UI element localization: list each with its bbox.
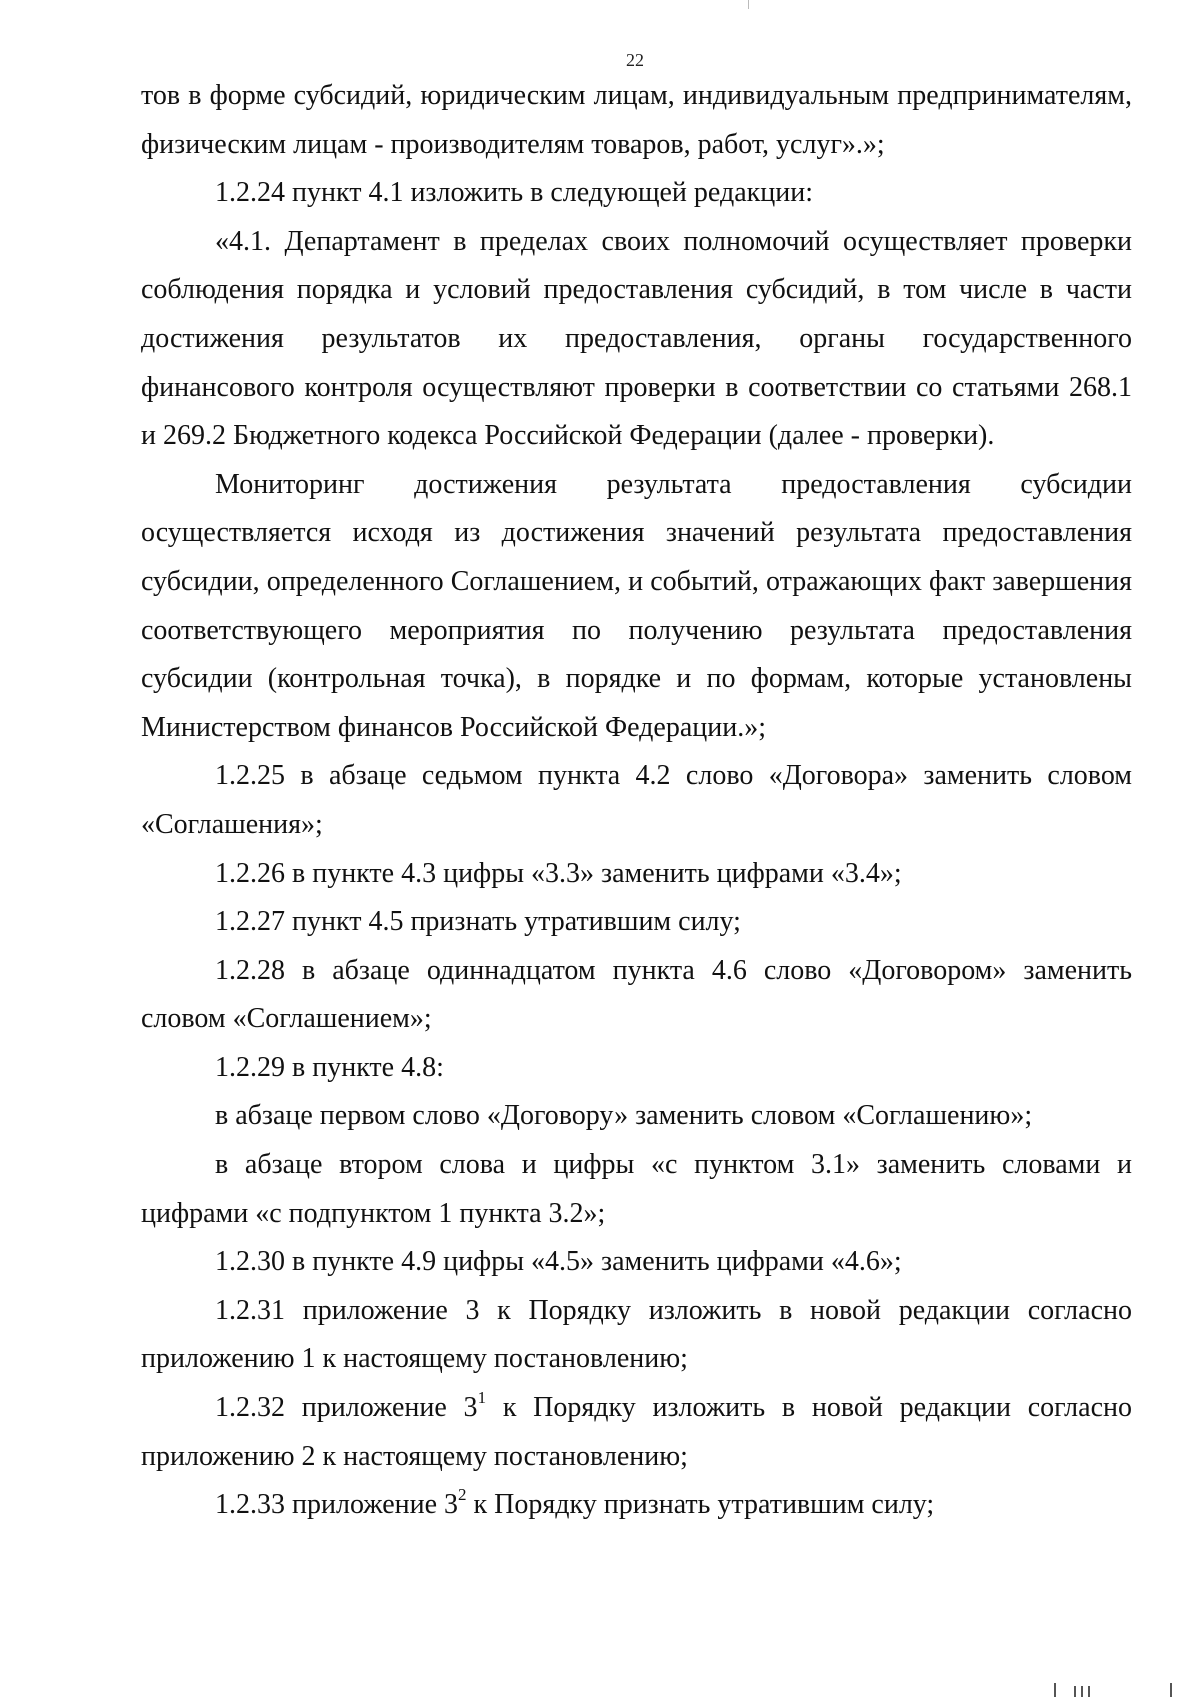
scan-artifact xyxy=(748,0,749,9)
paragraph: 1.2.25 в абзаце седьмом пункта 4.2 слово «Договора» заменить словом «Соглашения»; xyxy=(141,760,1132,840)
paragraph: 1.2.30 в пункте 4.9 цифры «4.5» заменить цифрами «4.6»; xyxy=(215,1246,902,1278)
paragraph: «4.1. Департамент в пределах своих полномочий осуществляет проверки соблюдения порядка и условий предоставления субсидий, в том числе в части достижения результатов их предоставления, органы государственного финансового контроля осуществляют проверки в соответствии со статьями 268.1 и 269.2 Бюджетного кодекса Российской Федерации (далее - проверки). xyxy=(141,225,1132,452)
paragraph: 1.2.27 пункт 4.5 признать утратившим силу; xyxy=(215,906,741,938)
paragraph: тов в форме субсидий, юридическим лицам, индивидуальным предпринимателям, физическим лицам - производителям товаров, работ, услуг».»; xyxy=(141,80,1132,160)
scan-artifact xyxy=(1054,1683,1056,1697)
scan-artifact xyxy=(1088,1686,1090,1697)
superscript: 2 xyxy=(458,1484,467,1504)
paragraph: Мониторинг достижения результата предоставления субсидии осуществляется исходя из достижения значений результата предоставления субсидии, определенного Соглашением, и событий, отражающих факт завершения соответствующего мероприятия по получению результата предоставления субсидии (контрольная точка), в порядке и по формам, которые установлены Министерством финансов Российской Федерации.»; xyxy=(141,468,1132,743)
paragraph: 1.2.31 приложение 3 к Порядку изложить в новой редакции согласно приложению 1 к настоящему постановлению; xyxy=(141,1294,1132,1375)
paragraph-text-before: 1.2.33 приложение 3 xyxy=(215,1489,459,1521)
paragraph-text-after: к Порядку изложить в новой редакции согласно приложению 2 к настоящему постановлению; xyxy=(141,1392,1132,1472)
scan-artifact xyxy=(1170,1683,1172,1697)
paragraph: 1.2.26 в пункте 4.3 цифры «3.3» заменить цифрами «3.4»; xyxy=(215,857,902,889)
scan-artifact xyxy=(1074,1686,1076,1697)
page-number: 22 xyxy=(626,50,644,70)
paragraph-text-after: к Порядку признать утратившим силу; xyxy=(466,1489,935,1521)
paragraph: 1.2.28 в абзаце одиннадцатом пункта 4.6 слово «Договором» заменить словом «Соглашением»; xyxy=(141,954,1132,1035)
paragraph: в абзаце первом слово «Договору» заменить словом «Соглашению»; xyxy=(215,1100,1033,1132)
paragraph-with-superscript xyxy=(141,1481,1132,1530)
paragraph: 1.2.24 пункт 4.1 изложить в следующей редакции: xyxy=(215,177,813,209)
paragraph: 1.2.29 в пункте 4.8: xyxy=(215,1051,444,1083)
scan-artifact xyxy=(1081,1686,1083,1697)
paragraph-with-superscript xyxy=(141,1384,1132,1481)
superscript: 1 xyxy=(477,1387,487,1407)
document-body xyxy=(141,72,1132,1530)
paragraph-text-before: 1.2.32 приложение 3 xyxy=(215,1392,478,1424)
paragraph: в абзаце втором слова и цифры «с пунктом 3.1» заменить словами и цифрами «с подпунктом 1 пункта 3.2»; xyxy=(141,1149,1132,1229)
